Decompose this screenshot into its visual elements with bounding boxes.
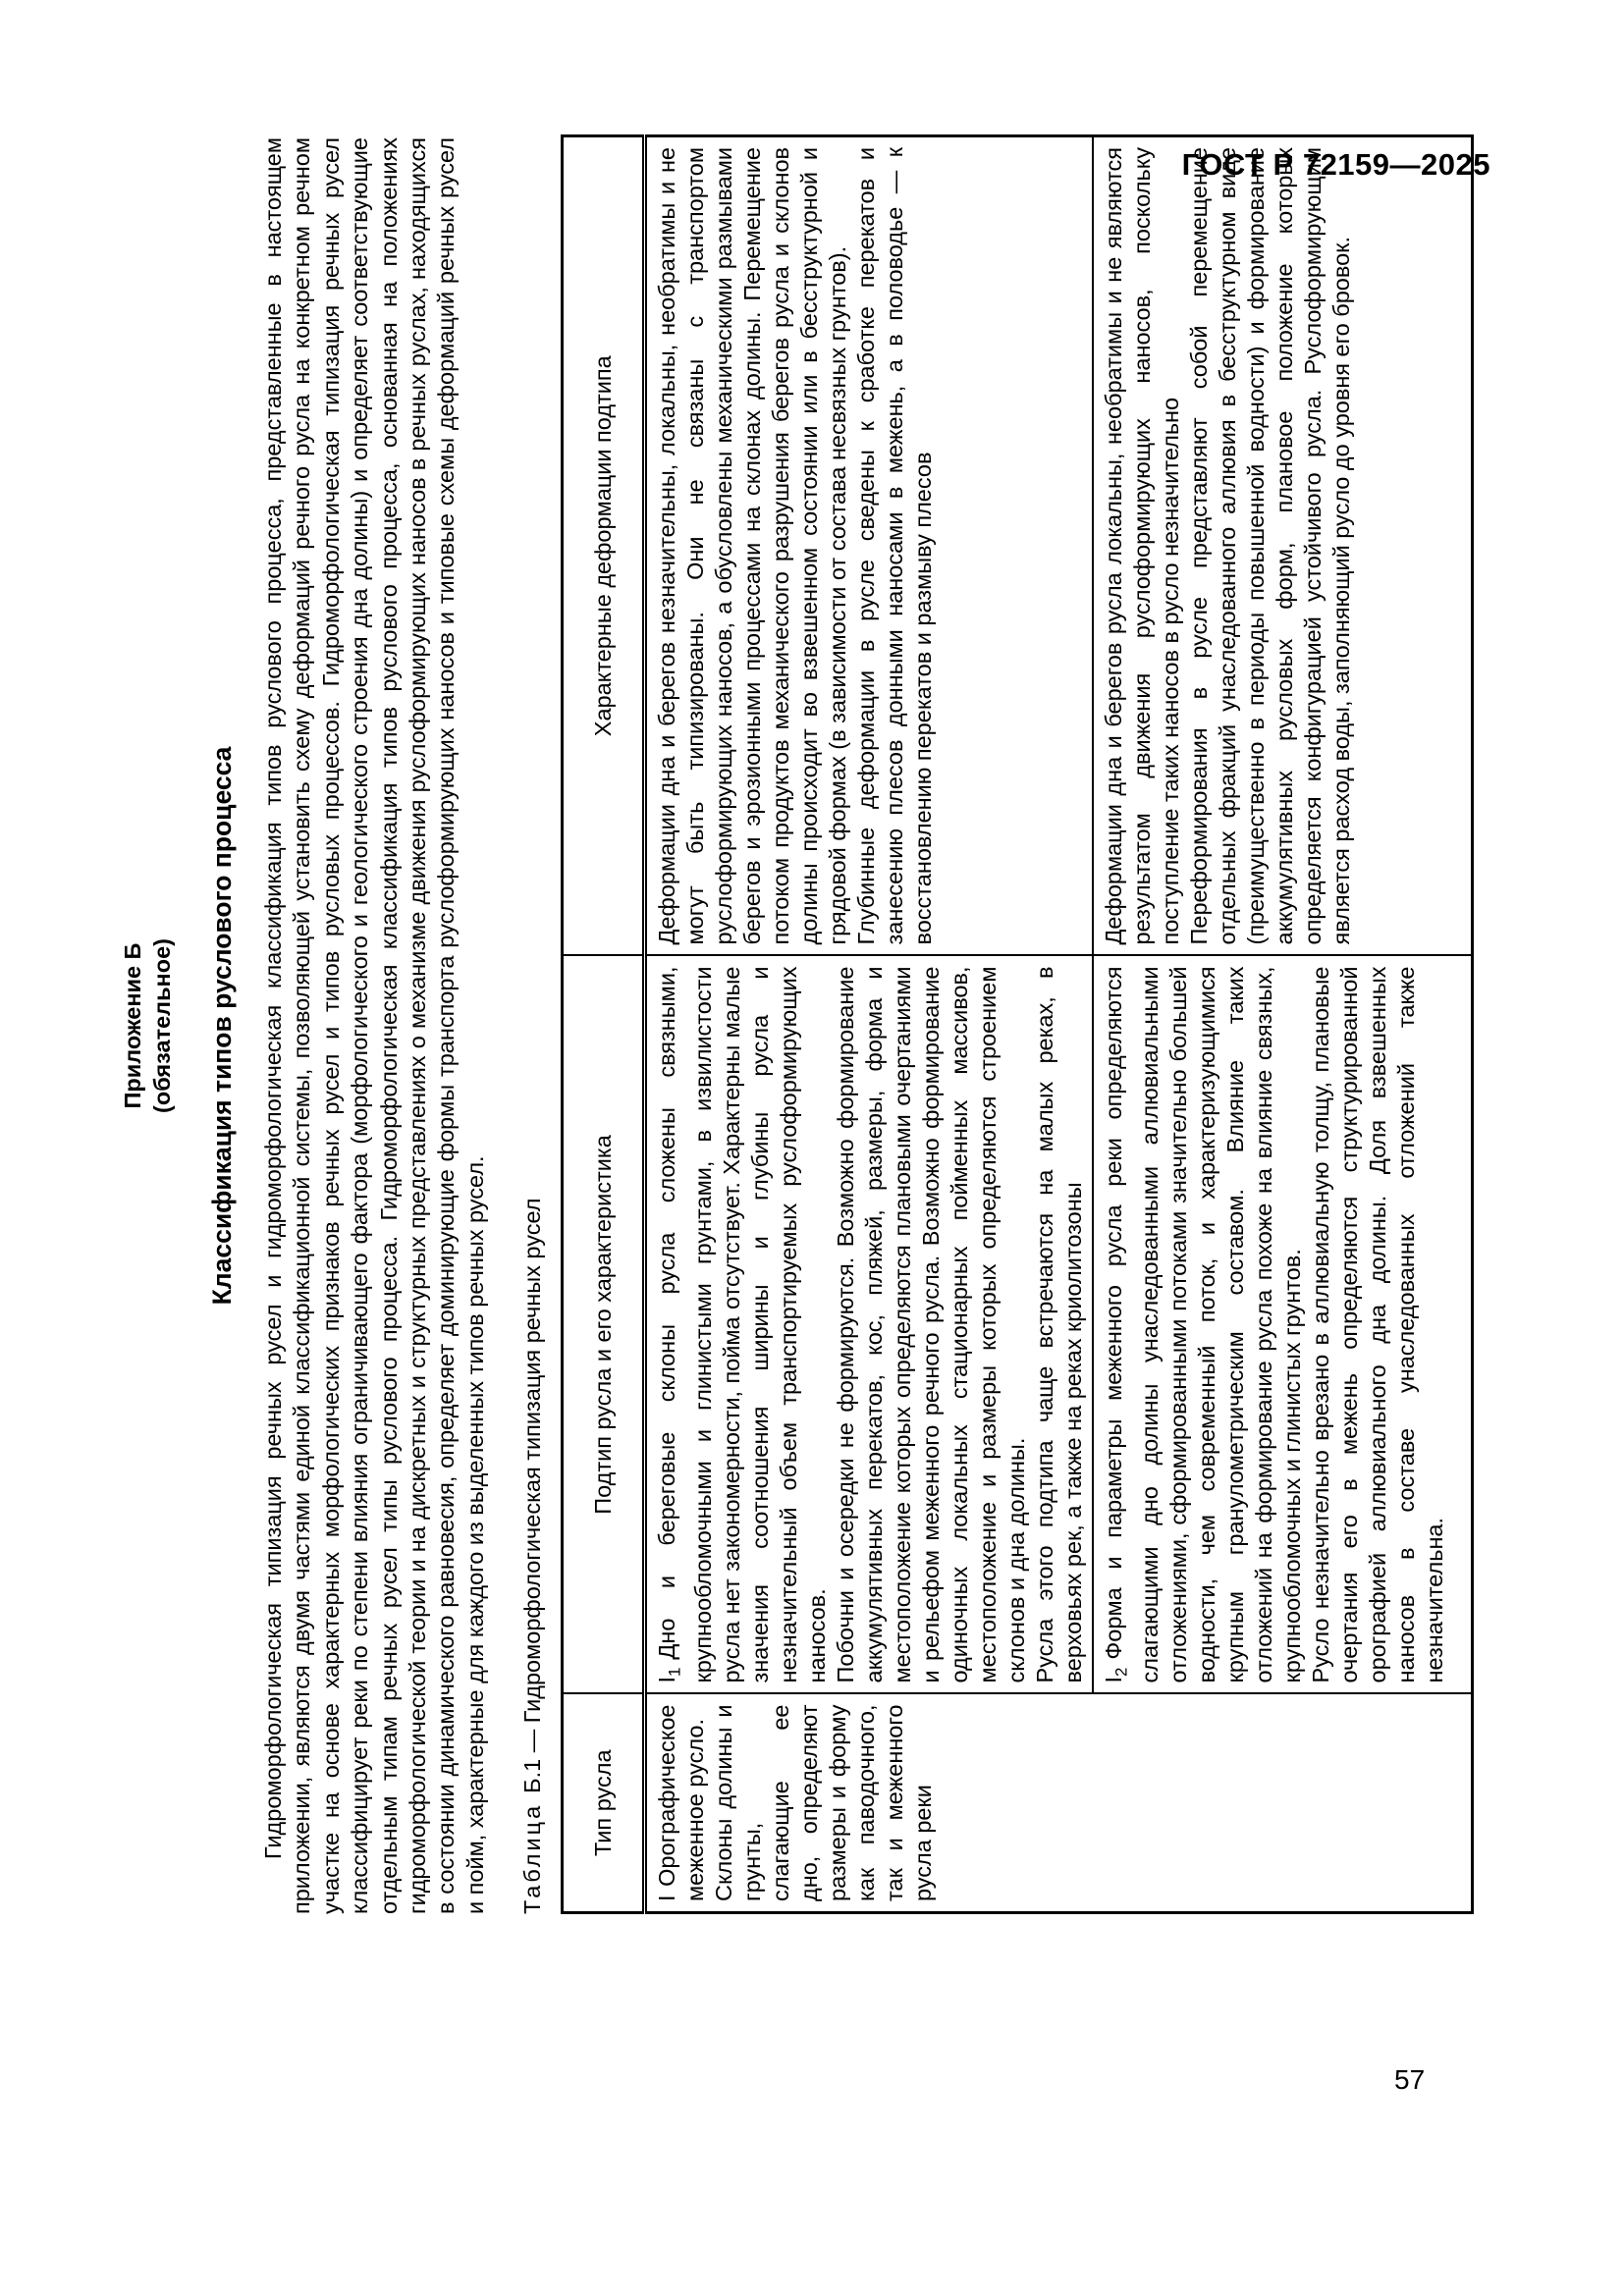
document-header: ГОСТ Р 72159—2025 [1181,147,1490,182]
table-row [1093,136,1473,1913]
deformation-paragraph: Деформации дна и берегов русла локальны, необратимы и не являются результатом движения руслоформирующих наносов, поскольку поступление таких наносов в русло незначительно [1100,147,1183,945]
deformation-paragraph: Глубинные деформации в русле сведены к сработке перекатов и занесению плесов донными наносами в межень, а в половодье — к восстановлению перекатов и размыву плесов [853,147,937,945]
table-caption-word: Таблица [519,1802,546,1914]
typification-table [561,134,1474,1914]
rotated-page-content [118,137,1447,1914]
subtype-2-deformations-cell [1093,136,1473,956]
page-number: 57 [1394,2064,1426,2095]
subtype-marker: $I_1$ [654,1667,684,1683]
column-header-deformations: Характерные деформации подтипа [563,136,645,956]
subtype-1-deformations-cell [645,136,1093,956]
subtype-2-description-cell [1093,956,1473,1694]
subtype-1-description-cell [645,956,1093,1694]
deformation-paragraph: Деформации дна и берегов незначительны, локальны, необратимы и не могут быть типизированы. Они не связаны с транспортом руслоформирующих наносов, а обусловлены механическими размывами берегов и эрозионными процессами на склонах долины. Перемещение потоком продуктов механического разрушения берегов русла и склонов долины происходит во взвешенном состоянии или в бесструктурной и грядовой формах (в зависимости от состава несвязных грунтов). [654,147,851,945]
table-caption-text: Б.1 — Гидроморфологическая типизация речных русел [519,1198,546,1793]
subtype-paragraph: Побочни и осередки не формируются. Возможно формирование аккумулятивных перекатов, кос, пляжей, размеры, форма и местоположение которых определяются плановыми очертаниями и рельефом меженного речного русла. Возможно формирование одиночных локальных стационарных пойменных массивов, местоположение и размеры которых определяются строением склонов и дна долины. [832,966,1029,1683]
table-header-row [563,136,645,1913]
appendix-label: Приложение Б [120,942,145,1109]
type-paragraph: I Орографическое меженное русло. [654,1704,709,1901]
type-paragraph: Склоны долины и грунты, слагающие ее дно, определяют размеры и форму как паводочного, так и меженного русла реки [711,1704,937,1901]
appendix-title: Классификация типов руслового процесса [207,746,237,1306]
table-row [645,136,1093,1913]
type-cell [645,1694,1473,1913]
column-header-type: Тип русла [563,1694,645,1913]
table-caption [517,137,547,1914]
subtype-paragraph: $I_1Дно$ и береговые склоны русла сложены связными, крупнообломочными и глинистыми грунтами, в извилистости русла нет закономерности, пойма отсутствует. Характерны малые значения соотношения ширины и глубины русла и незначительный объем транспортируемых руслоформирующих наносов. [654,966,830,1683]
subtype-paragraph: Русла этого подтипа чаще встречаются на малых реках, в верховьях рек, а также на реках криолитозоны [1031,966,1086,1683]
deformation-paragraph: Переформирования в русле представляют собой перемещение отдельных фракций унаследованного аллювия в бесструктурном виде (преимущественно в периоды повышенной водности) и формирование аккумулятивных русловых форм, плановое положение которых определяется конфигурацией устойчивого русла. Руслоформирующим является расход воды, заполняющий русло до уровня его бровок. [1185,147,1354,945]
subtype-marker: $I_2$ [1100,1667,1131,1683]
subtype-paragraph: Русло незначительно врезано в аллювиальную толщу, плановые очертания его в межень определяются структурированной орографией аллювиального дна долины. Доля взвешенных наносов в составе унаследованных отложений также незначительна. [1307,966,1447,1683]
appendix-sublabel: (обязательное) [149,938,175,1113]
column-header-subtype: Подтип русла и его характеристика [563,956,645,1694]
subtype-paragraph: $I_2Форма$ и параметры меженного русла реки определяются слагающими дно долины унаследованными аллювиальными отложениями, сформированными потоками значительно большей водности, чем современный поток, и характеризующимися крупным гранулометрическим составом. Влияние таких отложений на формирование русла похоже на влияние связных, крупнообломочных и глинистых грунтов. [1100,966,1305,1683]
intro-paragraph: Гидроморфологическая типизация речных русел и гидроморфологическая классификация типов руслового процесса, представленные в настоящем приложении, являются двумя частями единой классификационной системы, позволяющей установить схему деформаций речного русла на конкретном речном участке на основе характерных морфологических признаков речных русел и типов русловых процессов. Гидроморфологическая типизация речных русел классифицирует реки по степени влияния ограничивающего фактора (морфологического и геологического строения дна долины) и определяет соответствующие отдельным типам речных русел типы руслового процесса. Гидроморфологическая классификация типов руслового процесса, основанная на положениях гидроморфологической теории и на дискретных и структурных представлениях о механизме движения руслоформирующих наносов в речных руслах, находящихся в состоянии динамического равновесия, определяет доминирующие формы транспорта руслоформирующих наносов и типовые схемы деформаций речных русел и пойм, характерные для каждого из выделенных типов речных русел. [260,137,488,1914]
